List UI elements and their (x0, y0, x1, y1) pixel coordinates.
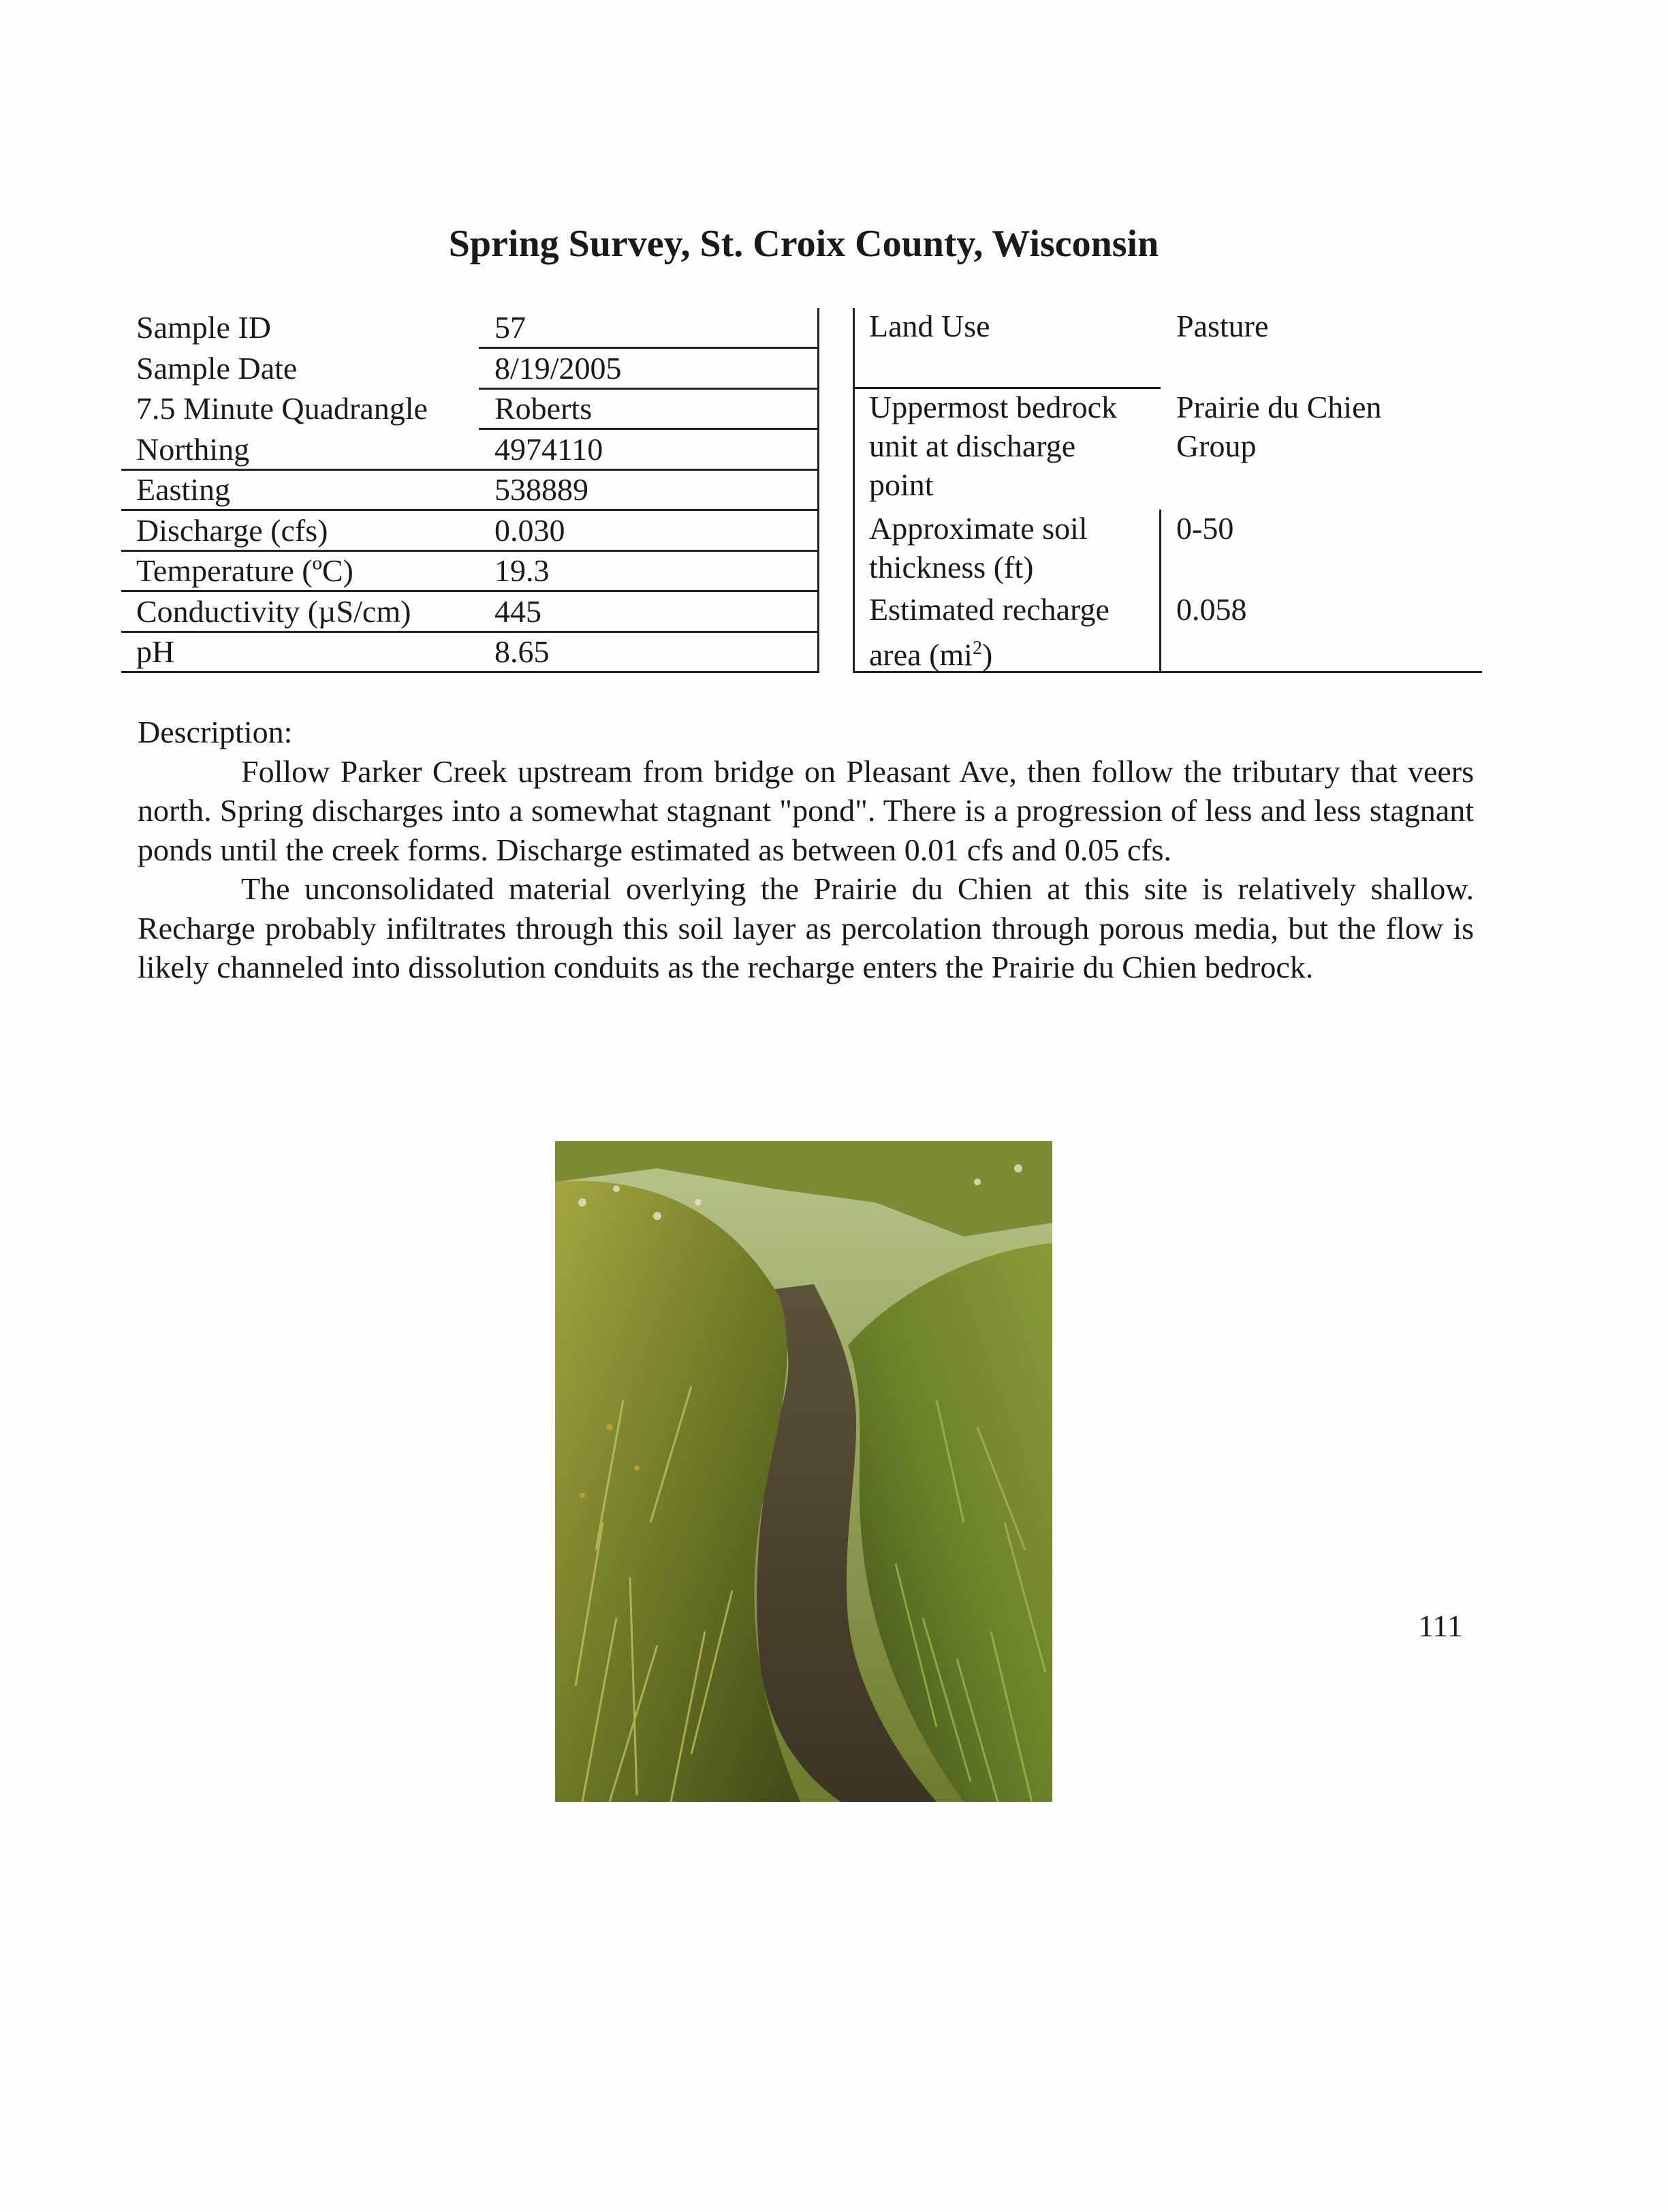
table-row (121, 592, 820, 633)
table-rule (121, 671, 479, 673)
description (138, 713, 1474, 987)
table-row (121, 308, 820, 349)
row-label: Easting (136, 472, 230, 507)
row-label: Northing (136, 431, 250, 467)
row-label: 7.5 Minute Quadrangle (136, 391, 428, 426)
creek-with-grass-photo (555, 1141, 1052, 1802)
table-row (121, 389, 820, 430)
table-row (121, 470, 820, 511)
bedrock-label-line: Uppermost bedrock (869, 390, 1118, 424)
table-rule (479, 347, 819, 349)
row-value: 445 (494, 593, 541, 629)
row-value: 8.65 (494, 634, 550, 669)
table-rule (121, 469, 819, 471)
row-value: 538889 (494, 472, 588, 507)
row-label: Temperature (ºC) (136, 553, 353, 588)
table-rule (479, 388, 819, 390)
page-title: Spring Survey, St. Croix County, Wisconsin (448, 223, 1159, 265)
row-value: 19.3 (494, 553, 550, 588)
table-rule (121, 509, 819, 511)
land-use-value: Pasture (1176, 309, 1269, 343)
row-value: 0.030 (494, 512, 565, 548)
recharge-unit-suffix: ) (981, 637, 993, 672)
table-row (121, 632, 820, 673)
description-paragraph: Follow Parker Creek upstream from bridge on Pleasant Ave, then follow the tributary that veers north. Spring discharges into a somewhat stagnant "pond". There is a progression of less and less stagnant ponds until the creek forms. Discharge estimated as between 0.01 cfs and 0.05 cfs. (138, 753, 1474, 867)
recharge-unit-prefix: area (mi (869, 637, 973, 672)
description-paragraph: The unconsolidated material overlying the Prairie du Chien at this site is relatively shallow. Recharge probably infiltrates through this soil layer as percolation through porous media, but the flow is likely channeled into dissolution conduits as the recharge enters the Prairie du Chien bedrock. (138, 871, 1474, 984)
recharge-value: 0.058 (1176, 592, 1247, 627)
table-rule (479, 428, 819, 430)
table-rule (121, 631, 819, 633)
recharge-label-line: Estimated recharge (869, 592, 1110, 627)
row-value: Roberts (494, 391, 593, 426)
table-rule (479, 671, 819, 673)
row-value: 8/19/2005 (494, 350, 622, 386)
bedrock-value-line: Prairie du Chien (1176, 390, 1382, 424)
row-label: Sample ID (136, 310, 272, 345)
table-row (121, 349, 820, 390)
table-row (121, 511, 820, 552)
soil-label-line: thickness (ft) (869, 550, 1034, 585)
row-label: Conductivity (µS/cm) (136, 593, 411, 629)
recharge-unit-superscript: 2 (972, 638, 982, 659)
land-use-label: Land Use (869, 309, 990, 343)
table-row (121, 551, 820, 592)
table-rule (121, 590, 819, 592)
row-label: pH (136, 634, 175, 669)
row-value: 57 (494, 310, 526, 345)
row-label: Discharge (cfs) (136, 512, 328, 548)
recharge-label-line (869, 629, 992, 674)
table-row (121, 430, 820, 471)
table-divider (817, 308, 819, 673)
soil-value: 0-50 (1176, 511, 1234, 546)
creek-photo (555, 1141, 1052, 1802)
description-heading: Description: (138, 715, 293, 749)
page-number: 111 (1418, 1608, 1463, 1643)
row-value: 4974110 (494, 431, 603, 467)
row-label: Sample Date (136, 350, 298, 386)
bedrock-label-line: point (869, 467, 934, 502)
bedrock-value-line: Group (1176, 429, 1257, 463)
table-divider (853, 308, 855, 673)
table-divider (1159, 510, 1161, 673)
soil-label-line: Approximate soil (869, 511, 1088, 546)
bedrock-label-line: unit at discharge (869, 429, 1076, 463)
spring-data-table (121, 308, 820, 673)
table-rule (121, 550, 819, 552)
